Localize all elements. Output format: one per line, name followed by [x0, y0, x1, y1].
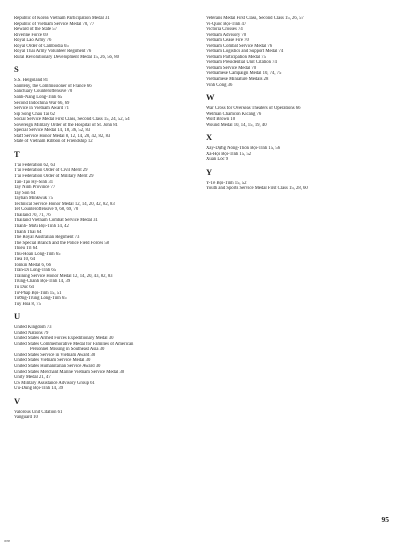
index-entry: Trung-Chánh Bội-Tinh 14, 39 — [14, 279, 71, 285]
index-entry: Royal Order of Cambodia 65 — [14, 43, 69, 49]
index-entry: Youth and Sports Service Medal First Class 15, 28, 60 — [206, 186, 308, 192]
index-entry: Tay Son 64 — [14, 190, 36, 196]
index-entry: War Cross for Overseas Theaters of Operations 66 — [206, 106, 301, 112]
index-entry: Technical Service Honor Medal 12, 14, 20, 42, 82, 83 — [14, 201, 115, 207]
index-entry: United Kingdom 73 — [14, 325, 52, 331]
index-entry: Trấn-Di Long-Tinh 65 — [14, 268, 57, 274]
index-entry: Tuy Hoa 8, 75 — [14, 301, 41, 307]
index-entry: United States Armed Forces Expeditionary Medal 30 — [14, 336, 114, 342]
index-section-letter: T — [14, 148, 20, 159]
index-entry: Y-Tế Bội-Tinh 15, 52 — [206, 180, 247, 186]
index-entry: Unity Medal 21, 47 — [14, 375, 51, 381]
index-entry: Ưu-Dũng Bội-Tinh 14, 39 — [14, 386, 64, 392]
index-entry: Wolf Brown 10 — [206, 117, 236, 123]
index-entry: The Special Branch and the Police Field Forces 58 — [14, 240, 110, 246]
index-entry: Tonkin Medal 6, 66 — [14, 262, 51, 268]
index-entry: T'ai Federation Order of Civil Merit 29 — [14, 168, 88, 174]
index-entry: State of Vietnam Ribbon of Friendship 12 — [14, 139, 93, 145]
index-entry: T'ai Federation Order of Military Merit 29 — [14, 174, 94, 180]
index-entry: Sovereign Military Order of the Hospital of St. John 81 — [14, 122, 118, 128]
index-entry: Thieu Tri 64 — [14, 246, 38, 252]
index-entry: Xã-Hội Bội-Tinh 15, 52 — [206, 151, 252, 157]
index-entry: Veterans Medal First Class, Second Class 15, 26, 57 — [206, 16, 304, 21]
index-entry: Vietnam Advisory 70 — [206, 32, 247, 38]
index-entry: Republic of Vietnam Service Medal 70, 77 — [14, 21, 95, 27]
index-section-letter: W — [206, 92, 215, 103]
index-entry: Riverine Force 69 — [14, 32, 48, 38]
index-entry: Special Service Medal 14, 18, 36, 52, 83 — [14, 128, 91, 134]
index-entry: Wound Medal 10, 14, 15, 19, 40 — [206, 122, 267, 128]
index-entry: Thailand 70, 71, 76 — [14, 212, 51, 218]
index-entry: Thailand Vietnam Combat Service Medal 31 — [14, 218, 98, 224]
page-number: 95 — [381, 515, 389, 524]
index-section-letter: S — [14, 64, 19, 75]
index-entry: Tet Counteroffensive 9, 68, 69, 70 — [14, 207, 79, 213]
index-entry: Valorous Unit Citation 61 — [14, 409, 63, 415]
index-entry: Sainteny, the Commissioner of France 66 — [14, 83, 92, 89]
index-entry: Personnel Missing in Southeast Asia 30 — [30, 347, 105, 353]
index-entry: Tiea 10, 64 — [14, 257, 36, 263]
index-entry: Victoria Crosses 74 — [206, 27, 243, 33]
index-entry: United States Service in Vietnam Award 30 — [14, 352, 96, 358]
index-entry: Thu-Hoan Long-Tinh 65 — [14, 251, 61, 257]
index-entry: Welman Chamcon Kicang 76 — [206, 111, 262, 117]
index-section-letter: U — [14, 311, 21, 322]
index-entry: Service in Vietnam Award 71 — [14, 106, 69, 112]
index-section-letter: Y — [206, 166, 213, 177]
index-entry: Tu Duc 64 — [14, 284, 34, 290]
index-column-right — [206, 16, 392, 192]
index-entry: Tayhan Minkwuk 75 — [14, 196, 53, 202]
index-entry: Vietnamese Miniature Medals 28 — [206, 77, 269, 83]
index-entry: Vi-Quốc Bội-Tinh 47 — [206, 21, 247, 27]
index-entry: Training Service Honor Medal 12, 14, 20, 43, 82, 83 — [14, 273, 113, 279]
index-entry: Vietnam Presidential Unit Citation 74 — [206, 60, 277, 66]
index-entry: Social Service Medal First Class, Second Class 15, 24, 52, 54 — [14, 117, 130, 123]
index-entry: Royal Thai Army Volunteer Regiment 76 — [14, 49, 92, 55]
index-entry: Sip Song Chau Tai 62 — [14, 111, 55, 117]
index-entry: United States Commemorative Medal for Families of American — [14, 341, 134, 347]
index-entry: Second Indochina War 66, 69 — [14, 100, 70, 106]
index-entry: Tay Ninh Province 77 — [14, 185, 56, 191]
index-entry: Vietnam Service Medal 70 — [206, 65, 257, 71]
index-entry: Thanh- Mưu Bội-Tinh 14, 42 — [14, 223, 69, 229]
index-entry: Sanctuary Counteroffensive 70 — [14, 89, 73, 95]
index-entry: Reward of the State 57 — [14, 27, 57, 33]
index-entry: The Royal Australian Regiment 73 — [14, 235, 80, 241]
index-entry: US Military Assistance Advisory Group 61 — [14, 380, 95, 386]
index-entry: Tư-Pháp Bội-Tinh 15, 51 — [14, 290, 62, 296]
index-entry: Staff Service Honor Medal 8, 12, 14, 20, 42, 82, 83 — [14, 133, 111, 139]
index-entry: Xuan Loc 9 — [206, 157, 229, 163]
index-entry: Vietnamese Campaign Medal 10, 74, 75 — [206, 71, 282, 77]
index-entry: Vietnam Logistics and Support Medal 74 — [206, 49, 284, 55]
index-entry: Thanh Thai 64 — [14, 229, 42, 235]
index-entry: Vietnam Participation Medal 75 — [206, 54, 266, 60]
index-entry: S.S. Helgoland 81 — [14, 78, 49, 84]
index-entry: Tân-Tạo Hy-Sinh 31 — [14, 179, 54, 185]
index-section-letter: X — [206, 132, 213, 143]
index-entry: Vinh Cōng 36 — [206, 82, 233, 88]
index-entry: Republic of Korea Vietnam Participation Medal 31 — [14, 16, 110, 21]
index-column-left — [14, 16, 200, 421]
index-entry: Vietnam Combat Service Medal 76 — [206, 43, 273, 49]
index-entry: Vanguard 10 — [14, 415, 38, 421]
index-entry: Tưởng-Trung Long-Tinh 65 — [14, 296, 67, 302]
index-entry: Royal Lao Army 76 — [14, 38, 52, 44]
index-section-letter: V — [14, 395, 21, 406]
corner-mark: 0088 — [4, 539, 10, 543]
index-entry: Sanh-Nang Long-Tinh 65 — [14, 95, 63, 101]
index-entry: T'ai Federation 62, 63 — [14, 162, 56, 168]
index-entry: Rural Revolutionary Development Medal 15, 26, 56, 80 — [14, 54, 119, 60]
index-entry: United States Vietnam Service Medal 30 — [14, 358, 91, 364]
index-entry: United States Merchant Marine Vietnam Service Medal 30 — [14, 369, 125, 375]
index-entry: Vietnam Cease Fire 70 — [206, 38, 249, 44]
index-entry: United Nations 79 — [14, 330, 49, 336]
index-entry: Xây-Dựng Nông-Thôn Bội-Tinh 15, 56 — [206, 146, 281, 152]
index-entry: United States Humanitarian Service Award 30 — [14, 363, 101, 369]
